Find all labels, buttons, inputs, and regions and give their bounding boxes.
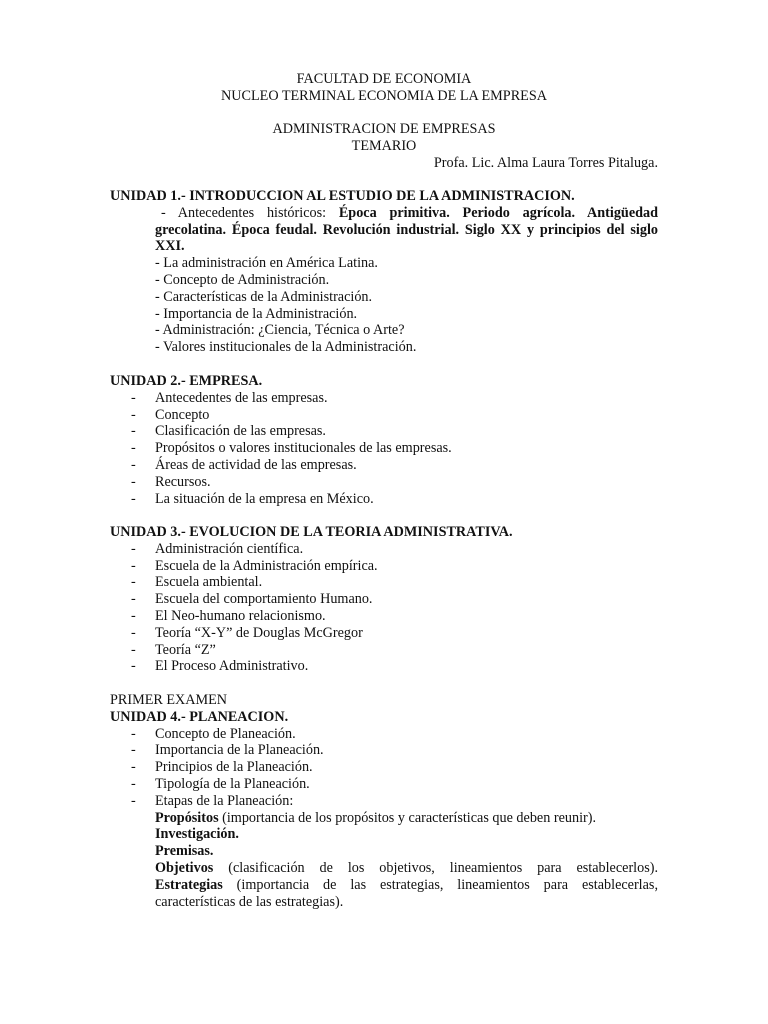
list-item: - Áreas de actividad de las empresas. [110,457,658,474]
list-item: - Propósitos o valores institucionales de las empresas. [110,440,658,457]
unit-2-section [110,373,658,507]
stage-label: Investigación. [155,826,239,843]
unit-1-title: UNIDAD 1.- INTRODUCCION AL ESTUDIO DE LA ADMINISTRACION. [110,188,575,204]
faculty-title: FACULTAD DE ECONOMIA [296,71,472,87]
list-item: - Administración: ¿Ciencia, Técnica o Arte? [155,322,405,339]
course-title: ADMINISTRACION DE EMPRESAS [272,121,496,137]
list-item: - La administración en América Latina. [155,255,378,272]
stage-label: Premisas. [155,843,214,860]
historical-background-prefix: - Antecedentes históricos: [161,204,339,221]
list-item: - Escuela de la Administración empírica. [110,558,658,575]
stage-label: Objetivos [155,859,214,876]
unit-3-title: UNIDAD 3.- EVOLUCION DE LA TEORIA ADMINISTRATIVA. [110,524,513,540]
list-item: - El Neo-humano relacionismo. [110,608,658,625]
list-item: - Concepto de Administración. [155,271,330,288]
unit-4-title: UNIDAD 4.- PLANEACION. [110,708,289,725]
stage-investigacion [155,826,658,843]
list-item: - Teoría “X-Y” de Douglas McGregor [110,625,658,642]
list-item: - Tipología de la Planeación. [110,776,658,793]
list-item: - La situación de la empresa en México. [110,491,658,508]
unit-2-topic-list [110,390,658,508]
stage-estrategias [155,877,658,911]
stage-premisas [155,843,658,860]
list-item: - Concepto de Planeación. [110,726,658,743]
first-exam-label: PRIMER EXAMEN [110,692,228,708]
list-item: - Importancia de la Administración. [155,305,358,322]
list-item: - Etapas de la Planeación: [110,793,658,810]
list-item: - Importancia de la Planeación. [110,742,658,759]
unit-1-section [110,188,658,356]
list-item: - Valores institucionales de la Administración. [155,339,417,356]
program-title: NUCLEO TERMINAL ECONOMIA DE LA EMPRESA [221,88,547,104]
stage-label: Estrategias [155,876,223,893]
list-item: - Concepto [110,407,658,424]
list-item: - Recursos. [110,474,658,491]
planning-stages [110,810,658,911]
list-item: - Administración científica. [110,541,658,558]
list-item: - Clasificación de las empresas. [110,423,658,440]
list-item: - Principios de la Planeación. [110,759,658,776]
list-item: - Teoría “Z” [110,642,658,659]
list-item: - Escuela del comportamiento Humano. [110,591,658,608]
stage-description: (importancia de las estrategias, lineamientos para establecerlas, características de las estrategias). [155,876,658,910]
stage-propositos [155,810,658,827]
stage-description: (importancia de los propósitos y características que deben reunir). [218,809,597,826]
unit-3-topic-list [110,541,658,675]
stage-objetivos [155,860,658,877]
unit-1-historical-background [110,205,658,255]
list-item: - El Proceso Administrativo. [110,658,658,675]
list-item: - Antecedentes de las empresas. [110,390,658,407]
unit-4-section [110,692,658,910]
unit-4-topic-list [110,726,658,810]
stage-description: (clasificación de los objetivos, lineamientos para establecerlos). [213,859,658,876]
unit-1-topic-list [110,255,658,356]
unit-3-section [110,524,658,675]
list-item: - Características de la Administración. [155,288,373,305]
unit-2-title: UNIDAD 2.- EMPRESA. [110,373,263,389]
historical-periods: Época primitiva. Periodo agrícola. Antigüedad grecolatina. Época feudal. Revolución industrial. Siglo XX y principios del siglo XXI. [155,204,658,255]
professor-name: Profa. Lic. Alma Laura Torres Pitaluga. [433,155,658,171]
syllabus-title: TEMARIO [351,138,417,154]
stage-label: Propósitos [155,809,219,826]
list-item: - Escuela ambiental. [110,574,658,591]
